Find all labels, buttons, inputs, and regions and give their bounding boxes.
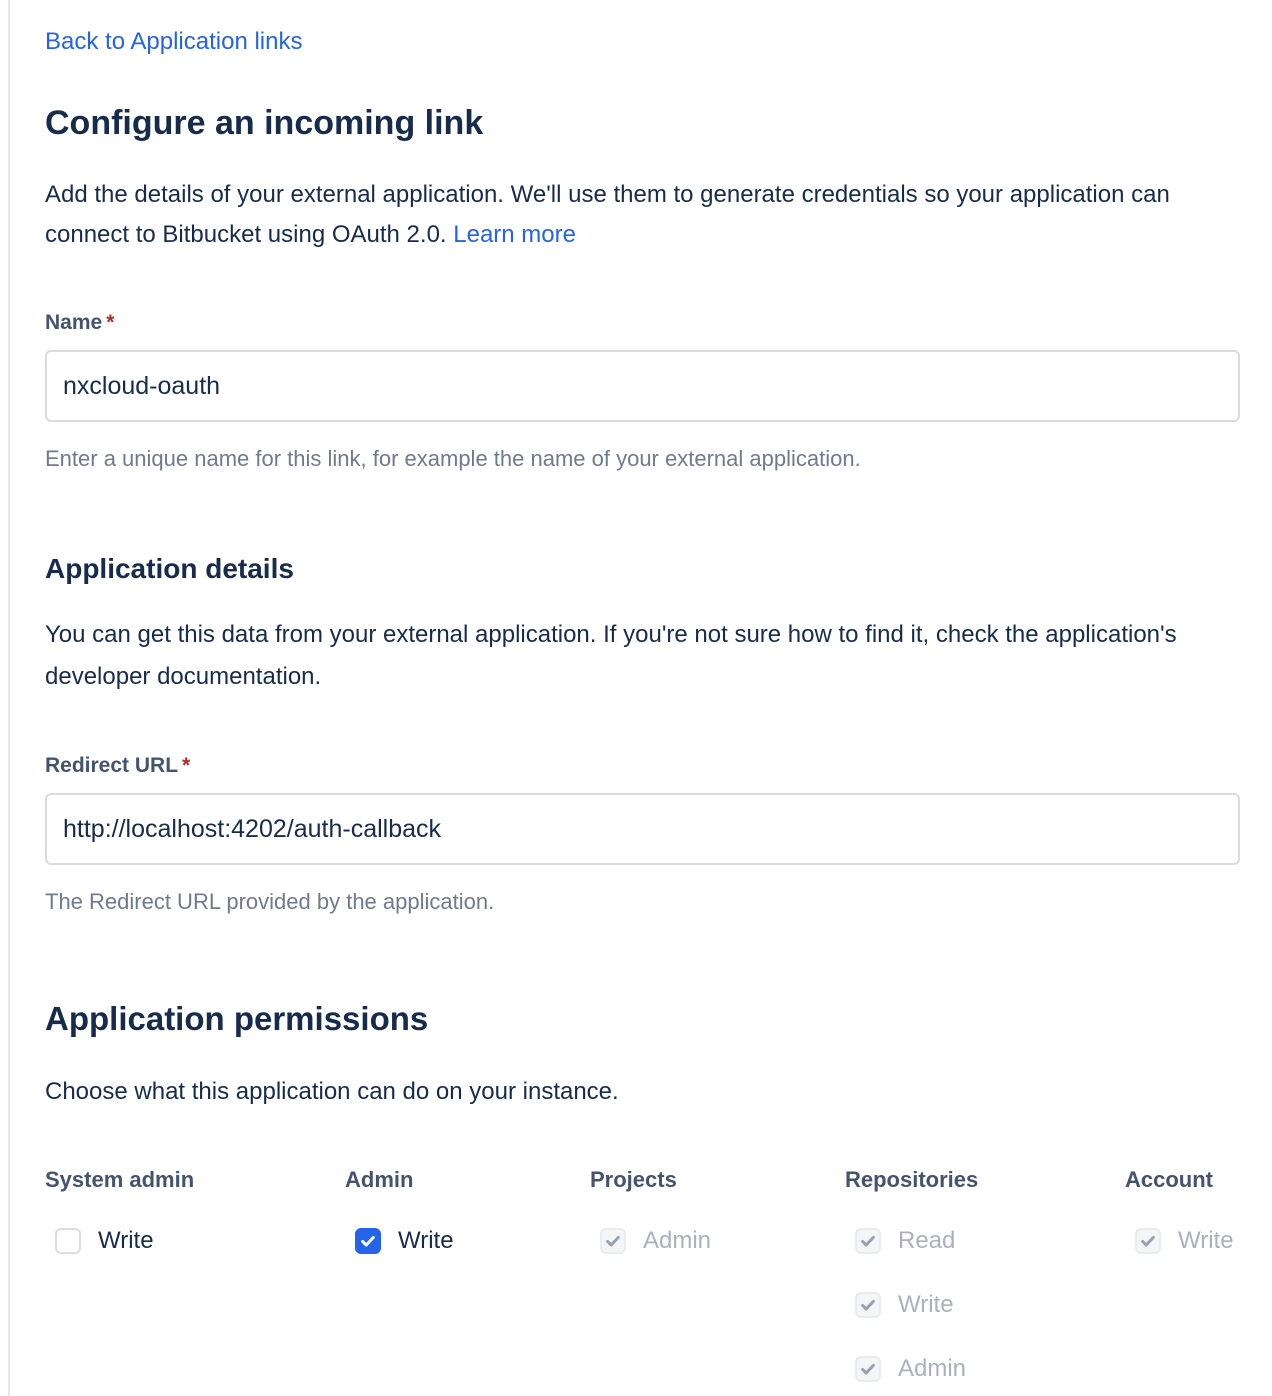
permission-column-admin — [345, 1167, 590, 1256]
permission-column-header: System admin — [45, 1167, 195, 1192]
checked-checkbox-projects-admin — [600, 1228, 626, 1254]
permission-option-label: Write — [1178, 1227, 1234, 1254]
name-input[interactable] — [45, 350, 1240, 422]
permission-column-system-admin — [45, 1167, 345, 1256]
permission-column-header: Admin — [345, 1167, 414, 1192]
application-permissions-description: Choose what this application can do on your instance. — [45, 1078, 619, 1105]
checkmark-icon — [604, 1232, 622, 1250]
permission-option-label: Admin — [898, 1355, 967, 1382]
checked-checkbox-repositories-write — [855, 1292, 881, 1318]
checked-checkbox-repositories-admin — [855, 1356, 881, 1382]
checkmark-icon — [1139, 1232, 1157, 1250]
intro-text: Add the details of your external application. We'll use them to generate credentials so your application can connect to Bitbucket using OAuth 2.0. — [45, 181, 1170, 248]
checked-checkbox-account-write — [1135, 1228, 1161, 1254]
permission-column-header: Projects — [590, 1167, 677, 1192]
application-details-heading: Application details — [45, 553, 294, 584]
permission-column-repositories — [845, 1167, 1125, 1384]
permissions-grid — [45, 1167, 1240, 1384]
permission-option-label: Write — [398, 1227, 454, 1254]
name-help-text: Enter a unique name for this link, for example the name of your external application. — [45, 446, 861, 471]
permission-option-label: Read — [898, 1227, 956, 1254]
permission-column-projects — [590, 1167, 845, 1256]
intro-paragraph — [45, 175, 1225, 255]
permission-column-header: Account — [1125, 1167, 1213, 1192]
permission-option-projects-admin — [590, 1226, 845, 1256]
permission-option-admin-write[interactable] — [345, 1226, 590, 1256]
checkmark-icon — [859, 1360, 877, 1378]
application-permissions-heading: Application permissions — [45, 1000, 429, 1037]
permission-column-header: Repositories — [845, 1167, 979, 1192]
permission-column-account — [1125, 1167, 1240, 1256]
checked-checkbox-admin-write[interactable] — [355, 1228, 381, 1254]
checked-checkbox-repositories-read — [855, 1228, 881, 1254]
redirect-url-input[interactable] — [45, 793, 1240, 865]
name-field-label — [45, 311, 1240, 335]
permission-option-system-admin-write[interactable] — [45, 1226, 345, 1256]
permission-option-label: Admin — [643, 1227, 712, 1254]
checkmark-icon — [859, 1296, 877, 1314]
back-to-application-links-link[interactable]: Back to Application links — [45, 28, 303, 55]
checkmark-icon — [859, 1232, 877, 1250]
redirect-url-field-label — [45, 754, 1240, 778]
name-label-text: Name — [45, 311, 103, 334]
name-required-asterisk: * — [106, 311, 115, 334]
permission-option-account-write — [1125, 1226, 1240, 1256]
learn-more-link[interactable]: Learn more — [453, 221, 576, 248]
redirect-url-required-asterisk: * — [182, 754, 191, 777]
permission-option-repositories-write — [845, 1290, 1125, 1320]
permission-option-label: Write — [898, 1291, 954, 1318]
page-title: Configure an incoming link — [45, 104, 484, 142]
permission-option-repositories-admin — [845, 1354, 1125, 1384]
permission-option-repositories-read — [845, 1226, 1125, 1256]
redirect-url-label-text: Redirect URL — [45, 754, 179, 777]
redirect-url-help-text: The Redirect URL provided by the application. — [45, 889, 495, 914]
unchecked-checkbox-system-admin-write[interactable] — [55, 1228, 81, 1254]
checkmark-icon — [359, 1232, 377, 1250]
application-details-description: You can get this data from your external application. If you're not sure how to find it, check the application's developer documentation. — [45, 621, 1177, 690]
permission-option-label: Write — [98, 1227, 154, 1254]
